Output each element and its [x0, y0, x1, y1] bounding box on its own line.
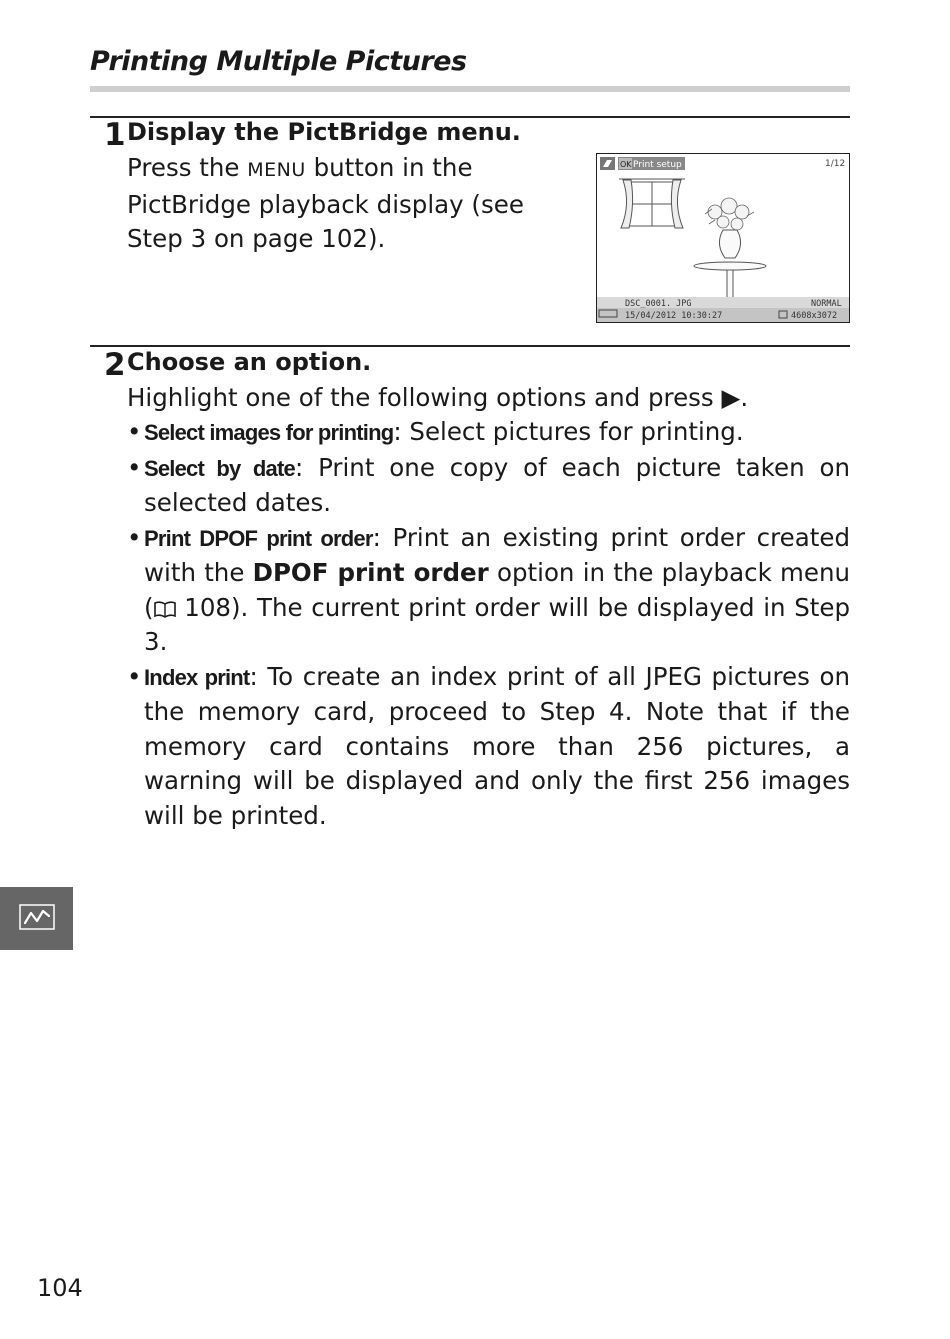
picture-counter: 1/12	[825, 159, 846, 169]
step-1-text: Press the MENU button in the PictBridge playback display (see Step 3 on page 102).	[127, 153, 524, 253]
option-list	[127, 415, 850, 833]
option-description: : To create an index print of all JPEG pictures on the memory card, proceed to Step 4. Note that if the memory card contains more than 256 pictures, a warning will be displayed and only the first 256 images will be printed.	[144, 661, 850, 830]
option-select-by-date	[127, 451, 850, 521]
title-rule	[90, 86, 850, 92]
option-label: Select by date	[144, 455, 295, 481]
image-size: 4608x3072	[791, 311, 838, 321]
option-description: : Print one copy of each picture taken on selected dates.	[144, 452, 850, 517]
step-2-number: 2	[104, 347, 124, 383]
option-print-dpof: • Print DPOF print order: Print an existing print order created with the DPOF print order option in the playback menu ( 108). The current print order will be displayed in Step 3.	[127, 521, 850, 660]
image-quality: NORMAL	[811, 299, 842, 309]
step-2-divider	[90, 345, 850, 347]
page-title: Printing Multiple Pictures	[90, 46, 467, 77]
step-1-number: 1	[104, 117, 124, 153]
connection-icon	[19, 902, 55, 936]
step-1-title: Display the PictBridge menu.	[127, 118, 521, 146]
camera-screen-illustration	[596, 153, 850, 323]
option-label: Print DPOF print order	[144, 525, 373, 551]
menu-button-label: MENU	[247, 159, 306, 181]
page-reference: 108	[184, 592, 231, 622]
screen-title: Print setup	[633, 160, 682, 170]
ok-badge: OK	[620, 160, 632, 169]
step-2-title: Choose an option.	[127, 348, 372, 376]
section-tab	[0, 887, 73, 950]
page-number: 104	[37, 1274, 83, 1302]
option-label: Index print	[144, 664, 250, 690]
file-name: DSC_0001. JPG	[625, 299, 692, 309]
book-icon	[154, 593, 176, 622]
option-label: Select images for printing	[144, 420, 394, 445]
step-2-intro: Highlight one of the following options and press ▶.	[127, 383, 749, 412]
menu-reference: DPOF print order	[252, 558, 489, 587]
option-select-images	[127, 415, 850, 451]
date-time: 15/04/2012 10:30:27	[625, 311, 723, 321]
option-description: : Select pictures for printing.	[393, 417, 744, 446]
option-index-print	[127, 660, 850, 834]
